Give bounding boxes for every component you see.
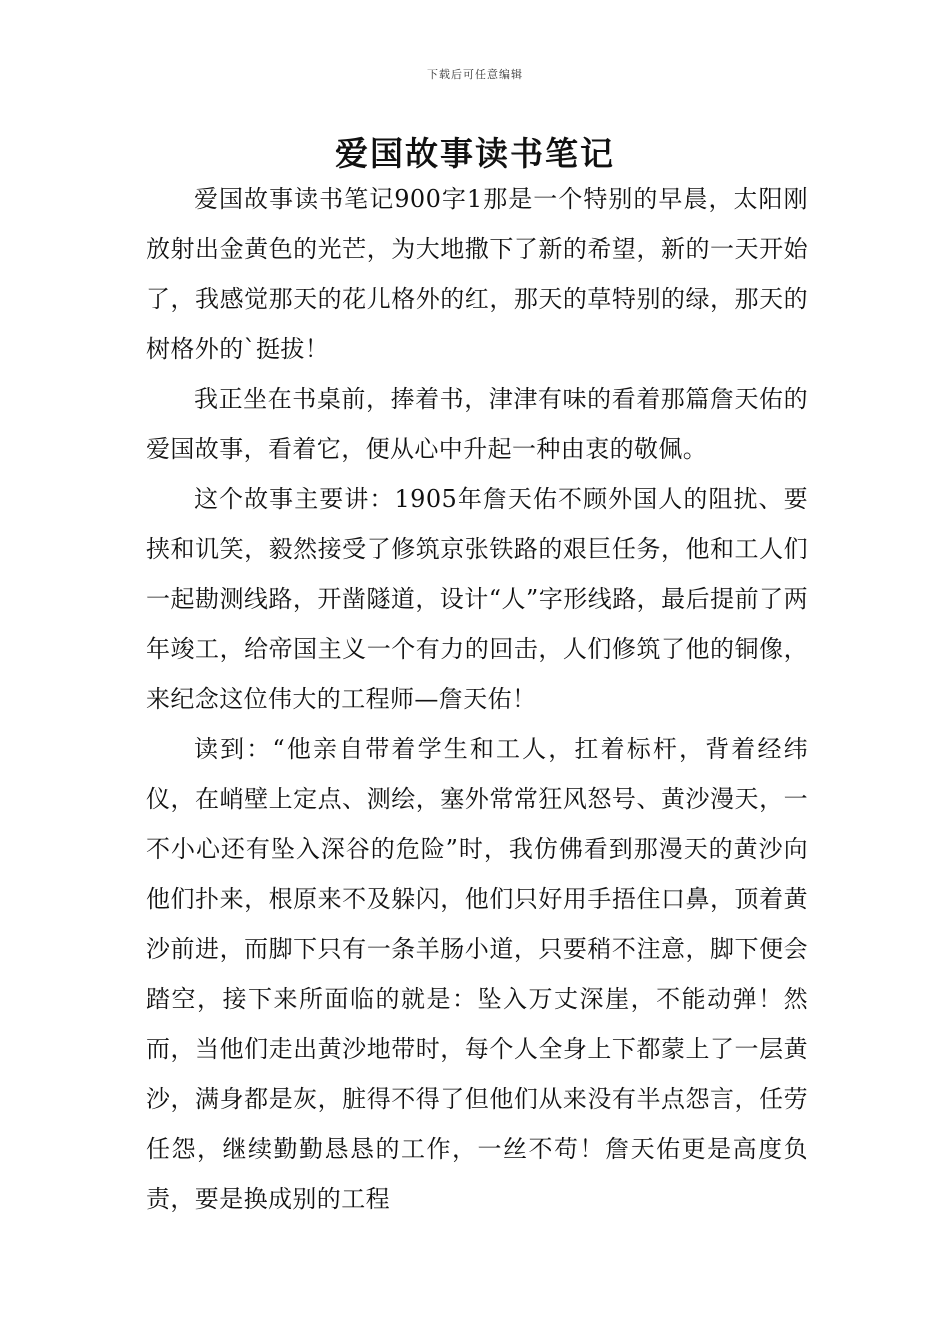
paragraph: 读到：“他亲自带着学生和工人，扛着标杆，背着经纬仪，在峭壁上定点、测绘，塞外常常狂风怒号、黄沙漫天，一不小心还有坠入深谷的危险”时，我仿佛看到那漫天的黄沙向他们扑来，根原来不及躲闪，他们只好用手捂住口鼻，顶着黄沙前进，而脚下只有一条羊肠小道，只要稍不注意，脚下便会踏空，接下来所面临的就是：坠入万丈深崖，不能动弹！然而，当他们走出黄沙地带时，每个人全身上下都蒙上了一层黄沙，满身都是灰，脏得不得了但他们从来没有半点怨言，任劳任怨，继续勤勤恳恳的工作，一丝不苟！詹天佑更是高度负责，要是换成别的工程 <box>146 735 808 1213</box>
paragraph: 我正坐在书桌前，捧着书，津津有味的看着那篇詹天佑的爱国故事，看着它，便从心中升起一种由衷的敬佩。 <box>146 385 808 463</box>
paragraph: 这个故事主要讲：1905年詹天佑不顾外国人的阻扰、要挟和讥笑，毅然接受了修筑京张铁路的艰巨任务，他和工人们一起勘测线路，开凿隧道，设计“人”字形线路，最后提前了两年竣工，给帝国主义一个有力的回击，人们修筑了他的铜像，来纪念这位伟大的工程师—詹天佑！ <box>146 485 808 713</box>
document-title: 爱国故事读书笔记 <box>335 134 615 173</box>
header-note: 下载后可任意编辑 <box>427 68 523 81</box>
paragraph: 爱国故事读书笔记900字1那是一个特别的早晨，太阳刚放射出金黄色的光芒，为大地撒下了新的希望，新的一天开始了，我感觉那天的花儿格外的红，那天的草特别的绿，那天的树格外的`挺拔！ <box>146 185 808 363</box>
document-body <box>146 174 808 1224</box>
